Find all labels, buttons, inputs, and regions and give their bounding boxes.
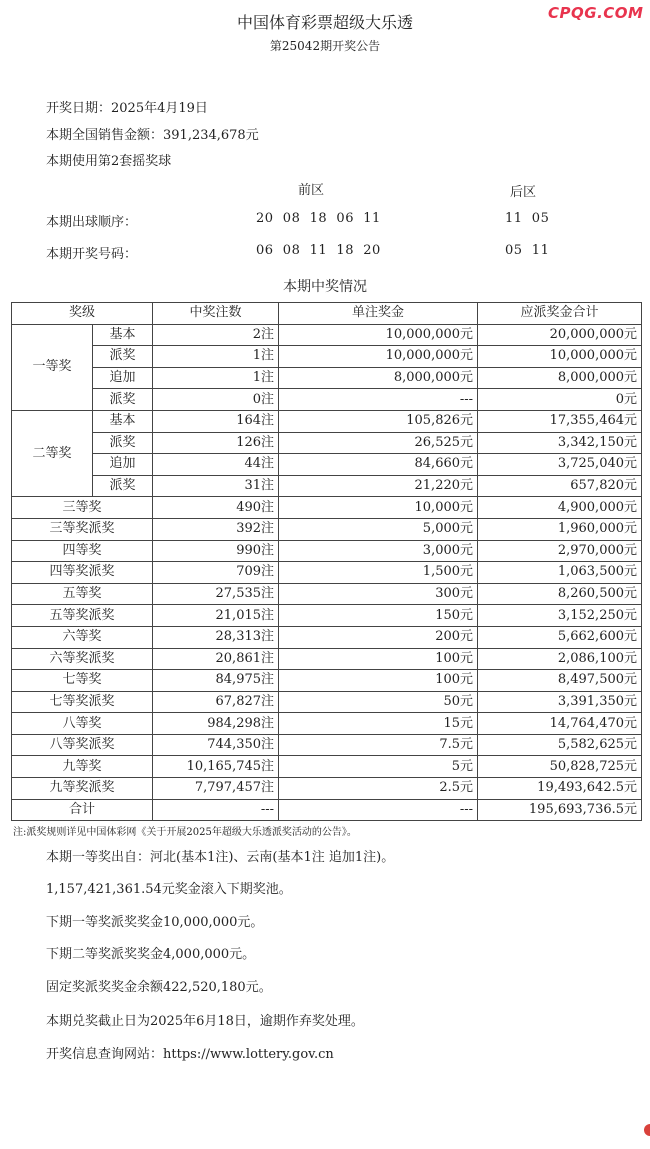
total-prize: 8,000,000元 bbox=[478, 367, 642, 389]
table-row bbox=[12, 605, 642, 627]
unit-prize: 10,000,000元 bbox=[279, 324, 478, 346]
table-row bbox=[12, 756, 642, 778]
total-label: 合计 bbox=[12, 799, 153, 821]
total-prize: 657,820元 bbox=[478, 475, 642, 497]
total-prize: 10,000,000元 bbox=[478, 346, 642, 368]
total-prize: 3,342,150元 bbox=[478, 432, 642, 454]
table-row bbox=[12, 324, 642, 346]
table-header-row bbox=[12, 303, 642, 325]
table-row bbox=[12, 670, 642, 692]
unit-prize: 100元 bbox=[279, 648, 478, 670]
total-prize: 0元 bbox=[478, 389, 642, 411]
prize-sublevel: 基本 bbox=[93, 410, 153, 432]
table-row bbox=[12, 518, 642, 540]
winner-count: 27,535注 bbox=[153, 583, 279, 605]
grand-total: 195,693,736.5元 bbox=[478, 799, 642, 821]
prize-level: 六等奖派奖 bbox=[12, 648, 153, 670]
unit-prize: 84,660元 bbox=[279, 454, 478, 476]
winner-count: 44注 bbox=[153, 454, 279, 476]
table-row bbox=[12, 540, 642, 562]
ball-set-info: 本期使用第2套摇奖球 bbox=[46, 154, 172, 169]
unit-prize: 8,000,000元 bbox=[279, 367, 478, 389]
total-prize: 19,493,642.5元 bbox=[478, 778, 642, 800]
table-row bbox=[12, 691, 642, 713]
table-row bbox=[12, 648, 642, 670]
total-prize: 4,900,000元 bbox=[478, 497, 642, 519]
draw-order-front: 20 08 18 06 11 bbox=[256, 211, 381, 226]
unit-prize: 15元 bbox=[279, 713, 478, 735]
table-row bbox=[12, 475, 642, 497]
total-prize: 3,391,350元 bbox=[478, 691, 642, 713]
table-row bbox=[12, 626, 642, 648]
draw-issue-subtitle: 第25042期开奖公告 bbox=[269, 39, 381, 53]
winner-count: 709注 bbox=[153, 562, 279, 584]
prize-sublevel: 基本 bbox=[93, 324, 153, 346]
prize-level: 五等奖 bbox=[12, 583, 153, 605]
unit-prize: 50元 bbox=[279, 691, 478, 713]
winner-count: 1注 bbox=[153, 367, 279, 389]
unit-prize: 7.5元 bbox=[279, 734, 478, 756]
winning-numbers-back: 05 11 bbox=[505, 243, 550, 258]
page-title: 中国体育彩票超级大乐透 bbox=[236, 13, 413, 32]
winner-count: --- bbox=[153, 799, 279, 821]
total-prize: 2,086,100元 bbox=[478, 648, 642, 670]
unit-prize: 200元 bbox=[279, 626, 478, 648]
unit-prize: 21,220元 bbox=[279, 475, 478, 497]
total-prize: 50,828,725元 bbox=[478, 756, 642, 778]
unit-prize: 10,000,000元 bbox=[279, 346, 478, 368]
table-row bbox=[12, 562, 642, 584]
winner-count: 0注 bbox=[153, 389, 279, 411]
prize-level: 九等奖 bbox=[12, 756, 153, 778]
table-row bbox=[12, 346, 642, 368]
winner-count: 490注 bbox=[153, 497, 279, 519]
total-prize: 8,497,500元 bbox=[478, 670, 642, 692]
unit-prize: 1,500元 bbox=[279, 562, 478, 584]
prize-level: 六等奖 bbox=[12, 626, 153, 648]
prize-level: 二等奖 bbox=[12, 410, 93, 496]
footnote: 注:派奖规则详见中国体彩网《关于开展2025年超级大乐透派奖活动的公告》。 bbox=[13, 827, 357, 838]
winning-numbers-front: 06 08 11 18 20 bbox=[256, 243, 381, 258]
next-first-bonus: 下期一等奖派奖奖金10,000,000元。 bbox=[46, 915, 264, 930]
total-row bbox=[12, 799, 642, 821]
total-prize: 5,582,625元 bbox=[478, 734, 642, 756]
table-row bbox=[12, 367, 642, 389]
total-prize: 20,000,000元 bbox=[478, 324, 642, 346]
unit-prize: --- bbox=[279, 799, 478, 821]
prize-level: 一等奖 bbox=[12, 324, 93, 410]
table-row bbox=[12, 389, 642, 411]
draw-date: 开奖日期：2025年4月19日 bbox=[46, 101, 208, 116]
unit-prize: 150元 bbox=[279, 605, 478, 627]
winner-count: 20,861注 bbox=[153, 648, 279, 670]
table-row bbox=[12, 713, 642, 735]
prize-table bbox=[11, 302, 642, 821]
prize-level: 八等奖 bbox=[12, 713, 153, 735]
winner-count: 744,350注 bbox=[153, 734, 279, 756]
prize-level: 八等奖派奖 bbox=[12, 734, 153, 756]
lottery-website[interactable]: 开奖信息查询网站：https://www.lottery.gov.cn bbox=[46, 1047, 334, 1062]
prize-level: 九等奖派奖 bbox=[12, 778, 153, 800]
unit-prize: 5,000元 bbox=[279, 518, 478, 540]
table-row bbox=[12, 734, 642, 756]
next-second-bonus: 下期二等奖派奖奖金4,000,000元。 bbox=[46, 947, 256, 962]
first-prize-origin: 本期一等奖出自：河北(基本1注)、云南(基本1注 追加1注)。 bbox=[46, 850, 395, 865]
total-prize: 8,260,500元 bbox=[478, 583, 642, 605]
unit-prize: 105,826元 bbox=[279, 410, 478, 432]
winner-count: 67,827注 bbox=[153, 691, 279, 713]
claim-deadline: 本期兑奖截止日为2025年6月18日，逾期作弃奖处理。 bbox=[46, 1014, 364, 1029]
table-row bbox=[12, 410, 642, 432]
winner-count: 2注 bbox=[153, 324, 279, 346]
winner-count: 10,165,745注 bbox=[153, 756, 279, 778]
winner-count: 31注 bbox=[153, 475, 279, 497]
winner-count: 28,313注 bbox=[153, 626, 279, 648]
prize-level: 三等奖派奖 bbox=[12, 518, 153, 540]
prize-level: 四等奖 bbox=[12, 540, 153, 562]
draw-order-back: 11 05 bbox=[505, 211, 550, 226]
table-row bbox=[12, 497, 642, 519]
prize-sublevel: 派奖 bbox=[93, 346, 153, 368]
prize-sublevel: 派奖 bbox=[93, 389, 153, 411]
edge-decoration bbox=[644, 1124, 650, 1136]
prize-level: 四等奖派奖 bbox=[12, 562, 153, 584]
winner-count: 7,797,457注 bbox=[153, 778, 279, 800]
table-row bbox=[12, 432, 642, 454]
unit-prize: --- bbox=[279, 389, 478, 411]
header-unit-prize: 单注奖金 bbox=[279, 303, 478, 325]
total-prize: 5,662,600元 bbox=[478, 626, 642, 648]
prize-level: 七等奖 bbox=[12, 670, 153, 692]
header-total-prize: 应派奖金合计 bbox=[478, 303, 642, 325]
prize-section-title: 本期中奖情况 bbox=[283, 279, 367, 295]
prize-sublevel: 派奖 bbox=[93, 475, 153, 497]
draw-order-label: 本期出球顺序： bbox=[46, 215, 138, 230]
total-prize: 2,970,000元 bbox=[478, 540, 642, 562]
winner-count: 984,298注 bbox=[153, 713, 279, 735]
jackpot-rollover: 1,157,421,361.54元奖金滚入下期奖池。 bbox=[46, 882, 292, 897]
unit-prize: 26,525元 bbox=[279, 432, 478, 454]
back-zone-label: 后区 bbox=[510, 185, 537, 200]
site-logo[interactable]: CPQG.COM bbox=[548, 4, 644, 22]
winner-count: 164注 bbox=[153, 410, 279, 432]
unit-prize: 300元 bbox=[279, 583, 478, 605]
total-prize: 1,960,000元 bbox=[478, 518, 642, 540]
winner-count: 21,015注 bbox=[153, 605, 279, 627]
table-row bbox=[12, 454, 642, 476]
total-prize: 3,725,040元 bbox=[478, 454, 642, 476]
unit-prize: 5元 bbox=[279, 756, 478, 778]
prize-level: 三等奖 bbox=[12, 497, 153, 519]
total-prize: 1,063,500元 bbox=[478, 562, 642, 584]
winning-numbers-label: 本期开奖号码： bbox=[46, 247, 138, 262]
winner-count: 126注 bbox=[153, 432, 279, 454]
total-prize: 14,764,470元 bbox=[478, 713, 642, 735]
prize-sublevel: 派奖 bbox=[93, 432, 153, 454]
winner-count: 1注 bbox=[153, 346, 279, 368]
prize-sublevel: 追加 bbox=[93, 367, 153, 389]
prize-level: 七等奖派奖 bbox=[12, 691, 153, 713]
unit-prize: 3,000元 bbox=[279, 540, 478, 562]
total-prize: 3,152,250元 bbox=[478, 605, 642, 627]
front-zone-label: 前区 bbox=[298, 183, 325, 198]
unit-prize: 10,000元 bbox=[279, 497, 478, 519]
sales-amount: 本期全国销售金额：391,234,678元 bbox=[46, 128, 259, 143]
table-row bbox=[12, 778, 642, 800]
winner-count: 990注 bbox=[153, 540, 279, 562]
unit-prize: 100元 bbox=[279, 670, 478, 692]
total-prize: 17,355,464元 bbox=[478, 410, 642, 432]
table-row bbox=[12, 583, 642, 605]
prize-sublevel: 追加 bbox=[93, 454, 153, 476]
header-level: 奖级 bbox=[12, 303, 153, 325]
winner-count: 392注 bbox=[153, 518, 279, 540]
fixed-bonus-balance: 固定奖派奖奖金余额422,520,180元。 bbox=[46, 980, 272, 995]
header-count: 中奖注数 bbox=[153, 303, 279, 325]
unit-prize: 2.5元 bbox=[279, 778, 478, 800]
winner-count: 84,975注 bbox=[153, 670, 279, 692]
prize-level: 五等奖派奖 bbox=[12, 605, 153, 627]
